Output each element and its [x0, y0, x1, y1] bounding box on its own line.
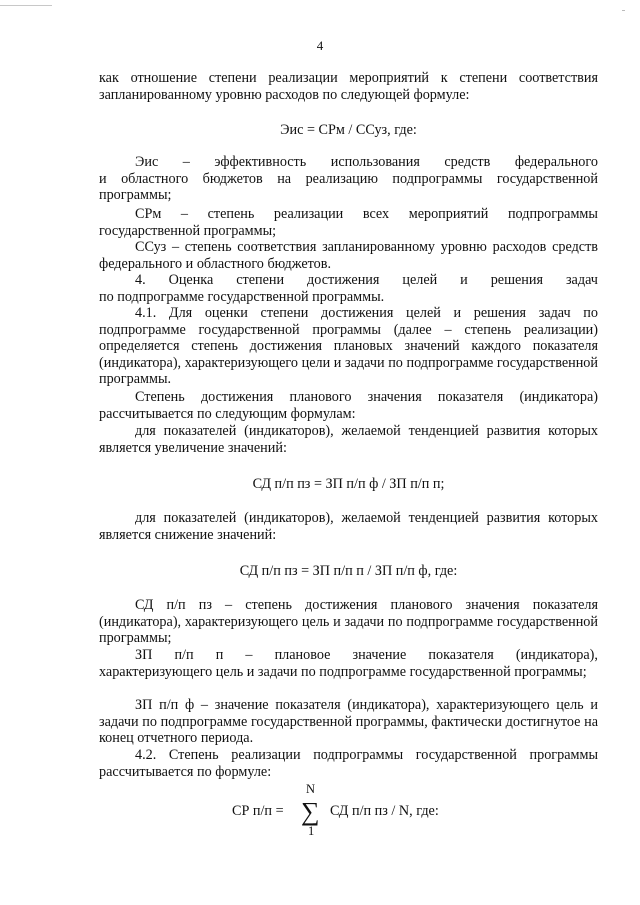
paragraph-achievement-degree: Степень достижения планового значения показателя (индикатора) рассчитывается по следующим формулам: [99, 389, 598, 422]
sigma-symbol: ∑ [301, 797, 320, 826]
formula-sum-upper-limit: N [306, 782, 316, 796]
definition-ssuz: ССуз – степень соответствия запланированному уровню расходов средств федерального и областного бюджетов. [99, 239, 598, 272]
section-4-rest: по подпрограмме государственной программы. [99, 288, 385, 305]
scan-mark [622, 10, 625, 11]
section-4-heading [99, 272, 598, 305]
definition-srm-rest: государственной программы; [99, 222, 277, 239]
paragraph-decrease-indicators: для показателей (индикаторов), желаемой тенденцией развития которых является снижение значений: [99, 510, 598, 543]
paragraph-intro: как отношение степени реализации мероприятий к степени соответствия запланированному уровню расходов по следующей формуле: [99, 70, 598, 103]
definition-sd: СД п/п пз – степень достижения планового значения показателя (индикатора), характеризующего цель и задачи по подпрограмме государственной программы; [99, 597, 598, 646]
formula-sum-right: СД п/п пз / N, где: [330, 803, 439, 819]
definition-zp-fact: ЗП п/п ф – значение показателя (индикатора), характеризующего цель и задачи по подпрограмме государственной программы, фактически достигнутое на конец отчетного периода. [99, 697, 598, 746]
definition-eis-first-line: Эис – эффективность использования средств федерального [135, 154, 598, 170]
definition-eis [99, 154, 598, 204]
definition-zp-plan-rest: характеризующего цель и задачи по подпрограмме государственной программы; [99, 663, 587, 680]
scan-edge-line [0, 5, 52, 6]
definition-srm [99, 206, 598, 239]
formula-increase: СД п/п пз = ЗП п/п ф / ЗП п/п п; [252, 476, 445, 492]
paragraph-4-2: 4.2. Степень реализации подпрограммы государственной программы рассчитывается по формуле: [99, 747, 598, 780]
paragraph-increase-indicators: для показателей (индикаторов), желаемой тенденцией развития которых является увеличение значений: [99, 423, 598, 456]
definition-eis-rest: и областного бюджетов на реализацию подпрограммы государственной программы; [99, 170, 598, 203]
section-4-first-line: 4. Оценка степени достижения целей и решения задач [135, 272, 598, 288]
definition-srm-first-line: СРм – степень реализации всех мероприятий подпрограммы [135, 206, 598, 222]
definition-zp-plan [99, 647, 598, 680]
formula-sum-lower-limit: 1 [308, 824, 315, 838]
page-number: 4 [316, 38, 324, 53]
definition-zp-plan-first-line: ЗП п/п п – плановое значение показателя (индикатора), [135, 647, 598, 663]
formula-eis: Эис = СРм / ССуз, где: [280, 122, 417, 138]
formula-decrease: СД п/п пз = ЗП п/п п / ЗП п/п ф, где: [239, 563, 458, 579]
paragraph-4-1: 4.1. Для оценки степени достижения целей и решения задач по подпрограмме государственной программы (далее – степень реализации) определяется степень достижения плановых значений каждого показателя (индикатора), характеризующего цели и задачи по подпрограмме государственной программы. [99, 305, 598, 387]
formula-sum-left: СР п/п = [232, 803, 284, 819]
